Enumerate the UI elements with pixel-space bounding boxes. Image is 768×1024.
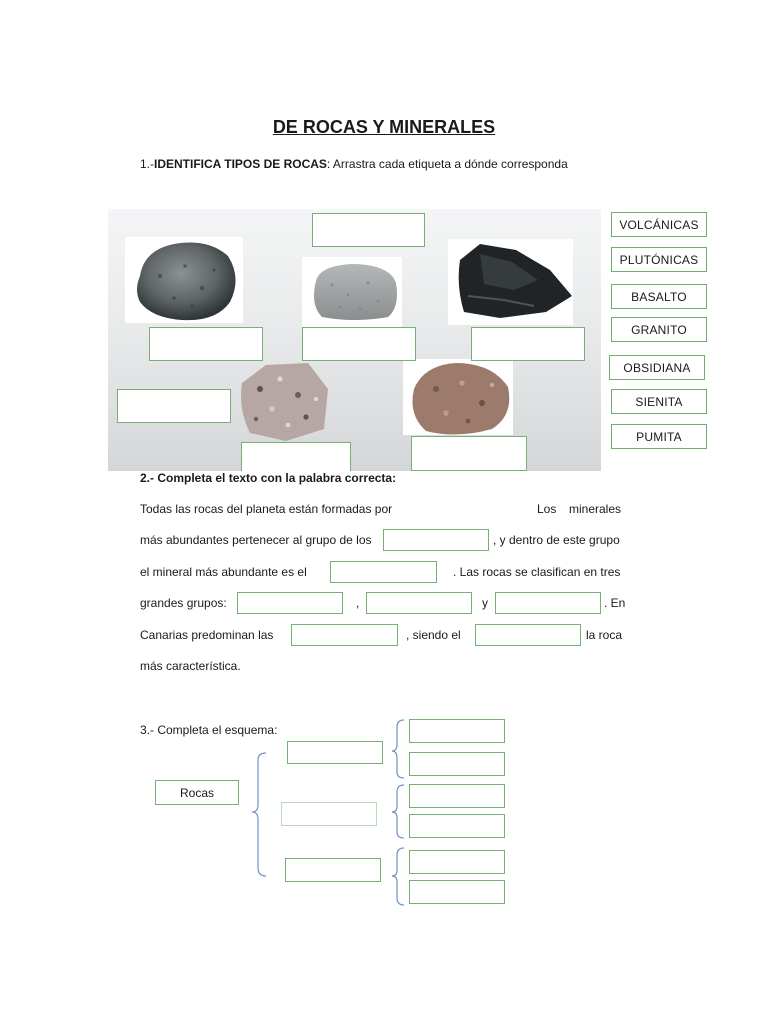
text-segment: Canarias predominan las: [140, 628, 274, 642]
text-segment: más abundantes pertenecer al grupo de los: [140, 533, 372, 547]
text-segment: más característica.: [140, 659, 241, 673]
text-segment: , y dentro de este grupo: [493, 533, 620, 547]
scheme-box-sub-1b[interactable]: [409, 752, 505, 776]
question-1-number: 1.-: [140, 157, 155, 171]
text-segment: , siendo el: [406, 628, 461, 642]
question-1-bold: IDENTIFICA TIPOS DE ROCAS: [154, 157, 327, 171]
tag-volcanicas[interactable]: VOLCÁNICAS: [611, 212, 707, 237]
tag-plutonicas[interactable]: PLUTÓNICAS: [611, 247, 707, 272]
scheme-box-sub-2b[interactable]: [409, 814, 505, 838]
tag-pumita[interactable]: PUMITA: [611, 424, 707, 449]
page-title: DE ROCAS Y MINERALES: [272, 117, 496, 137]
scheme-box-group-2[interactable]: [281, 802, 377, 826]
tag-sienita[interactable]: SIENITA: [611, 389, 707, 414]
text-segment: . Las rocas se clasifican en tres: [453, 565, 621, 579]
scheme-box-sub-2a[interactable]: [409, 784, 505, 808]
scheme-box-group-3[interactable]: [285, 858, 381, 882]
text-segment: Los: [537, 502, 557, 516]
sub-bracket-2: [392, 785, 404, 838]
question-1-instruction: : Arrastra cada etiqueta a dónde corresponda: [326, 157, 568, 171]
text-segment: ,: [356, 596, 360, 610]
tag-obsidiana[interactable]: OBSIDIANA: [609, 355, 705, 380]
question-2-bold: Completa el texto con la palabra correcta:: [157, 471, 397, 485]
main-bracket: [252, 753, 266, 876]
text-segment: minerales: [569, 502, 622, 516]
text-segment: la roca: [586, 628, 623, 642]
text-segment: . En: [604, 596, 626, 610]
text-segment: el mineral más abundante es el: [140, 565, 307, 579]
text-segment: Todas las rocas del planeta están formadas por: [140, 502, 393, 516]
tag-granito[interactable]: GRANITO: [611, 317, 707, 342]
sub-bracket-3: [392, 848, 404, 905]
sub-bracket-1: [392, 720, 404, 778]
tag-basalto[interactable]: BASALTO: [611, 284, 707, 309]
scheme-box-sub-1a[interactable]: [409, 719, 505, 743]
text-segment: y: [482, 596, 488, 610]
question-2-number: 2.-: [140, 471, 158, 485]
scheme-box-sub-3b[interactable]: [409, 880, 505, 904]
scheme-root-rocas: Rocas: [155, 780, 239, 805]
question-3-heading: 3.- Completa el esquema:: [140, 723, 278, 737]
text-segment: grandes grupos:: [140, 596, 227, 610]
scheme-box-group-1[interactable]: [287, 741, 383, 764]
scheme-box-sub-3a[interactable]: [409, 850, 505, 874]
